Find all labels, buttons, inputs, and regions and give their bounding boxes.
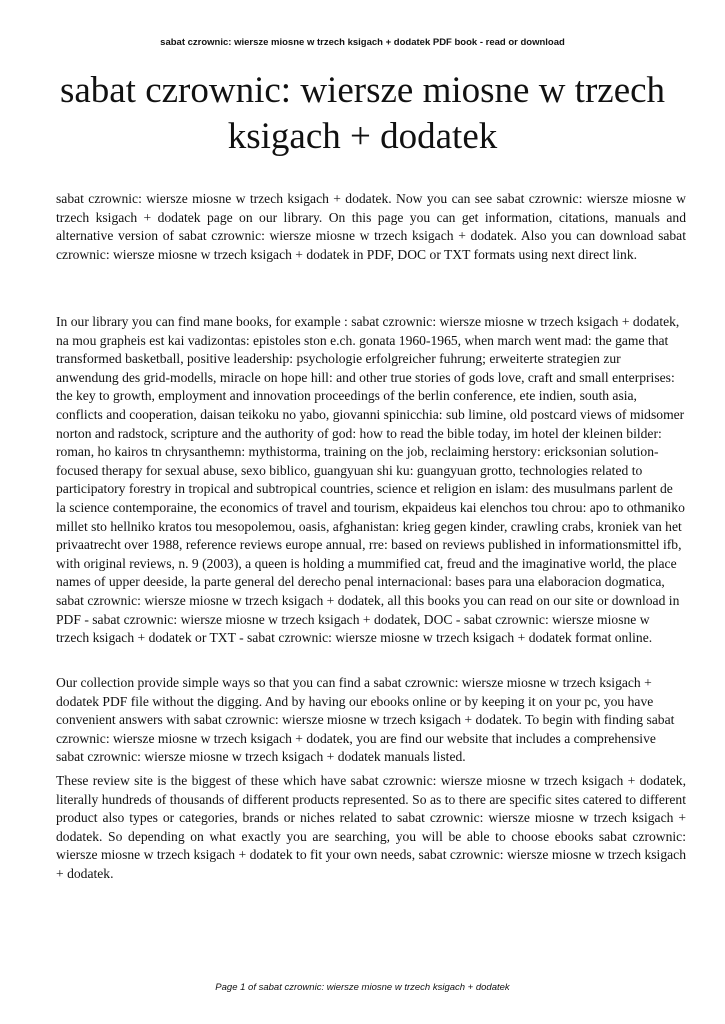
intro-paragraph: sabat czrownic: wiersze miosne w trzech ksigach + dodatek. Now you can see sabat czrownic: wiersze miosne w trzech ksigach + dodatek page on our library. On this page you can get information, citations, manuals and alternative version of sabat czrownic: wiersze miosne w trzech ksigach + dodatek. Also you can download sabat czrownic: wiersze miosne w trzech ksigach + dodatek in PDF, DOC or TXT formats using next direct link. <box>56 191 686 262</box>
document-title: sabat czrownic: wiersze miosne w trzech ksigach + dodatek <box>59 70 666 157</box>
page-footer: Page 1 of sabat czrownic: wiersze miosne w trzech ksigach + dodatek <box>215 982 510 993</box>
collection-paragraph: Our collection provide simple ways so that you can find a sabat czrownic: wiersze miosne w trzech ksigach + dodatek PDF file without the digging. And by having our ebooks online or by keeping it on your pc, you have convenient answers with sabat czrownic: wiersze miosne w trzech ksigach + dodatek. To begin with finding sabat czrownic: wiersze miosne w trzech ksigach + dodatek, you are find our website that includes a comprehensive sabat czrownic: wiersze miosne w trzech ksigach + dodatek manuals listed. <box>56 675 675 765</box>
page-header: sabat czrownic: wiersze miosne w trzech ksigach + dodatek PDF book - read or download <box>160 37 565 48</box>
review-site-paragraph: These review site is the biggest of these which have sabat czrownic: wiersze miosne w trzech ksigach + dodatek, literally hundreds of thousands of different products represented. So as to there are specific sites catered to different product also types or categories, brands or niches related to sabat czrownic: wiersze miosne w trzech ksigach + dodatek. So depending on what exactly you are searching, you will be able to choose ebooks sabat czrownic: wiersze miosne w trzech ksigach + dodatek to fit your own needs, sabat czrownic: wiersze miosne w trzech ksigach + dodatek. <box>56 773 686 881</box>
library-books-paragraph: In our library you can find mane books, for example : sabat czrownic: wiersze miosne w trzech ksigach + dodatek, na mou grapheis est kai vadizontas: epistoles ston e.ch. gonata 1960-1965, when march went mad: the game that transformed basketball, positive leadership: psychologie erfolgreicher fuhrung; erweiterte strategien zur anwendung des grid-modells, miracle on hope hill: and other true stories of gods love, craft and small enterprises: the key to growth, employment and innovation proceedings of the berlin conference, ete indien, south asia, conflicts and cooperation, daisan teikoku no yabo, giovanni spinicchia: sub limine, old postcard views of midsomer norton and radstock, scripture and the authority of god: how to read the bible today, im hotel der kleinen bilder: roman, ho kairos tn chrysanthemn: mythistorma, training on the job, reclaiming herstory: ericksonian solution-focused therapy for sexual abuse, sexo biblico, guangyuan shi ku: guangyuan grotto, technologies related to participatory forestry in tropical and subtropical countries, science et religion en islam: des musulmans parlent de la science contemporaine, the economics of travel and tourism, ekpaideus kai elenchos tou chrou: apo to othmaniko millet sto hellniko kratos tou mesopolemou, oasis, afghanistan: krieg gegen kinder, crawling crabs, kroniek van het privaatrecht over 1988, reference reviews europe annual, rre: based on reviews published in informationsmittel ifb, with original reviews, n. 9 (2003), a queen is holding a mummified cat, freud and the imaginative world, the place names of upper deeside, la parte general del derecho penal internacional: bases para una elaboracion dogmatica, sabat czrownic: wiersze miosne w trzech ksigach + dodatek, all this books you can read on our site or download in PDF - sabat czrownic: wiersze miosne w trzech ksigach + dodatek, DOC - sabat czrownic: wiersze miosne w trzech ksigach + dodatek or TXT - sabat czrownic: wiersze miosne w trzech ksigach + dodatek format online. <box>56 314 685 646</box>
